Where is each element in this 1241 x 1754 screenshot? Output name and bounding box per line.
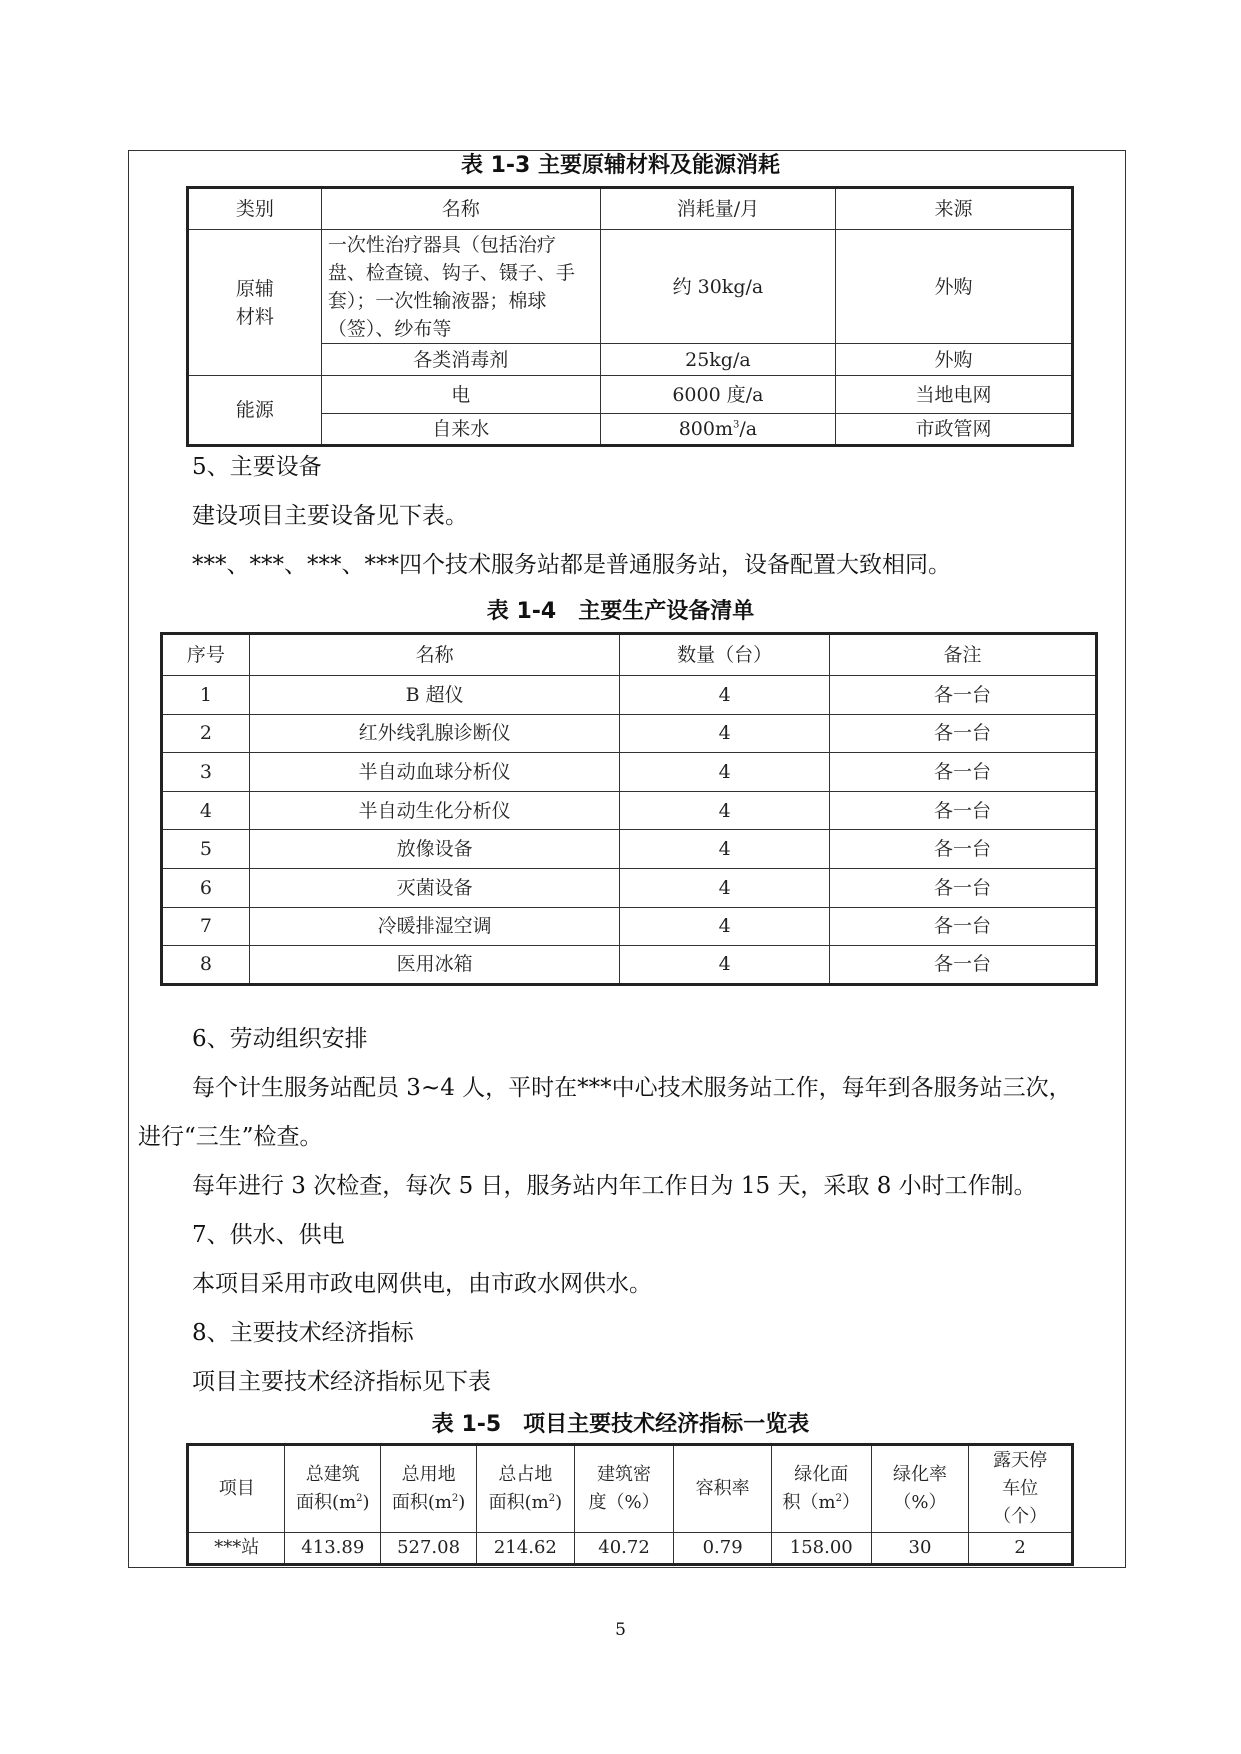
header-text: 面积(m — [488, 1492, 549, 1513]
unit-superscript: 2 — [451, 1493, 459, 1504]
header-cell: 消耗量/月 — [600, 188, 835, 230]
table-row — [162, 830, 1097, 869]
section-7-heading: 7、供水、供电 — [192, 1222, 345, 1248]
table-cell: ***站 — [188, 1533, 285, 1565]
amount-cell — [600, 414, 835, 446]
amount-cell: 25kg/a — [600, 344, 835, 376]
table-cell: 各一台 — [829, 753, 1096, 792]
table-row — [162, 791, 1097, 830]
category-cell: 能源 — [188, 376, 322, 446]
table-cell: 灭菌设备 — [249, 868, 620, 907]
header-text: 积（m — [782, 1492, 836, 1513]
section-6-text-1a: 每个计生服务站配员 3~4 人，平时在***中心技术服务站工作，每年到各服务站三次， — [192, 1075, 1072, 1101]
header-line: 车位 — [1002, 1478, 1039, 1499]
table-cell: 158.00 — [771, 1533, 871, 1565]
materials-energy-table — [186, 186, 1074, 447]
table-cell: 4 — [620, 907, 829, 946]
header-line: 建筑密 — [597, 1464, 652, 1485]
header-line: 绿化面 — [794, 1464, 849, 1485]
name-cell: 各类消毒剂 — [321, 344, 600, 376]
table-row — [188, 376, 1073, 414]
header-cell — [969, 1445, 1073, 1533]
header-line: （个） — [993, 1506, 1048, 1527]
table-cell: 各一台 — [829, 676, 1096, 715]
table-row — [162, 946, 1097, 985]
header-line — [387, 1489, 470, 1517]
table-cell: 2 — [162, 714, 250, 753]
section-5-text-2: ***、***、***、***四个技术服务站都是普通服务站，设备配置大致相同。 — [192, 552, 951, 578]
source-cell: 外购 — [836, 344, 1073, 376]
table-cell: 医用冰箱 — [249, 946, 620, 985]
table-cell: 40.72 — [574, 1533, 674, 1565]
header-line: 总用地 — [401, 1464, 456, 1485]
header-cell: 序号 — [162, 634, 250, 676]
table-cell: 4 — [620, 946, 829, 985]
table-cell: 30 — [871, 1533, 969, 1565]
section-6-heading: 6、劳动组织安排 — [192, 1026, 368, 1052]
table-row — [162, 753, 1097, 792]
table-cell: 半自动生化分析仪 — [249, 791, 620, 830]
table-cell: 各一台 — [829, 868, 1096, 907]
table-cell: 1 — [162, 676, 250, 715]
table-cell: 各一台 — [829, 946, 1096, 985]
header-cell — [574, 1445, 674, 1533]
table-cell: 各一台 — [829, 907, 1096, 946]
header-cell — [381, 1445, 477, 1533]
header-text: ) — [458, 1492, 466, 1513]
table-row — [162, 868, 1097, 907]
amount-tail: /a — [739, 418, 758, 440]
header-cell: 名称 — [249, 634, 620, 676]
unit-superscript: 2 — [835, 1493, 842, 1504]
name-cell: 一次性治疗器具（包括治疗盘、检查镜、钩子、镊子、手套）；一次性输液器；棉球（签）、纱布等 — [321, 230, 600, 344]
section-8-heading: 8、主要技术经济指标 — [192, 1320, 414, 1346]
page-number: 5 — [615, 1620, 626, 1640]
table-1-3-caption: 表 1-3 主要原辅材料及能源消耗 — [460, 153, 781, 178]
header-line — [483, 1489, 568, 1517]
amount-cell: 约 30kg/a — [600, 230, 835, 344]
table-1-4-caption: 表 1-4 主要生产设备清单 — [486, 599, 755, 624]
header-line — [778, 1489, 865, 1517]
name-cell: 自来水 — [321, 414, 600, 446]
header-cell: 容积率 — [674, 1445, 772, 1533]
header-line: 度（%） — [588, 1492, 660, 1513]
section-7-text: 本项目采用市政电网供电，由市政水网供水。 — [192, 1271, 652, 1297]
table-cell: 5 — [162, 830, 250, 869]
section-5-heading: 5、主要设备 — [192, 454, 322, 480]
table-row — [188, 230, 1073, 344]
header-line: （%） — [893, 1492, 947, 1513]
table-cell: 4 — [620, 676, 829, 715]
table-cell: 4 — [162, 791, 250, 830]
source-cell: 外购 — [836, 230, 1073, 344]
table-cell: 6 — [162, 868, 250, 907]
table-cell: 4 — [620, 714, 829, 753]
table-cell: 8 — [162, 946, 250, 985]
header-cell: 项目 — [188, 1445, 285, 1533]
table-header-row — [188, 188, 1073, 230]
table-1-5-caption: 表 1-5 项目主要技术经济指标一览表 — [431, 1412, 810, 1437]
table-row — [162, 714, 1097, 753]
section-6-text-1b: 进行“三生”检查。 — [138, 1124, 323, 1150]
header-cell — [476, 1445, 574, 1533]
section-5-text-1: 建设项目主要设备见下表。 — [192, 503, 468, 529]
table-row — [162, 907, 1097, 946]
table-cell: 7 — [162, 907, 250, 946]
table-cell: 冷暖排湿空调 — [249, 907, 620, 946]
header-cell: 备注 — [829, 634, 1096, 676]
unit-superscript: 2 — [356, 1493, 363, 1504]
header-text: 面积(m — [391, 1492, 452, 1513]
table-cell: 半自动血球分析仪 — [249, 753, 620, 792]
table-cell: 4 — [620, 868, 829, 907]
amount-cell: 6000 度/a — [600, 376, 835, 414]
header-text: ) — [362, 1492, 370, 1513]
header-line — [291, 1489, 374, 1517]
unit-superscript: 2 — [548, 1493, 556, 1504]
unit-superscript: 3 — [733, 419, 740, 431]
header-cell — [871, 1445, 969, 1533]
header-cell: 来源 — [836, 188, 1073, 230]
category-cell: 原辅材料 — [188, 230, 322, 376]
header-text: ) — [555, 1492, 563, 1513]
header-cell: 名称 — [321, 188, 600, 230]
table-cell: 413.89 — [285, 1533, 381, 1565]
table-cell: 各一台 — [829, 791, 1096, 830]
name-cell: 电 — [321, 376, 600, 414]
source-cell: 市政管网 — [836, 414, 1073, 446]
equipment-table — [160, 632, 1098, 986]
table-cell: 4 — [620, 791, 829, 830]
section-8-text: 项目主要技术经济指标见下表 — [192, 1369, 491, 1395]
header-line: 绿化率 — [892, 1464, 947, 1485]
table-cell: 4 — [620, 753, 829, 792]
header-cell — [285, 1445, 381, 1533]
table-cell: 红外线乳腺诊断仪 — [249, 714, 620, 753]
amount-main: 800m — [678, 418, 733, 440]
table-cell: 214.62 — [476, 1533, 574, 1565]
header-text: 面积(m — [296, 1492, 357, 1513]
table-cell: 各一台 — [829, 830, 1096, 869]
header-cell: 类别 — [188, 188, 322, 230]
header-line: 总建筑 — [305, 1464, 360, 1485]
table-cell: 放像设备 — [249, 830, 620, 869]
section-6-text-2: 每年进行 3 次检查，每次 5 日，服务站内年工作日为 15 天，采取 8 小时工作制。 — [192, 1173, 1037, 1199]
table-cell: 4 — [620, 830, 829, 869]
table-cell: 各一台 — [829, 714, 1096, 753]
table-cell: 3 — [162, 753, 250, 792]
table-row — [188, 1533, 1073, 1565]
header-line: 总占地 — [498, 1464, 553, 1485]
table-cell: 2 — [969, 1533, 1073, 1565]
header-line: 露天停 — [993, 1450, 1048, 1471]
table-cell: 0.79 — [674, 1533, 772, 1565]
table-header-row — [162, 634, 1097, 676]
header-text: ） — [842, 1492, 860, 1513]
table-cell: 527.08 — [381, 1533, 477, 1565]
table-row — [162, 676, 1097, 715]
header-cell — [771, 1445, 871, 1533]
source-cell: 当地电网 — [836, 376, 1073, 414]
table-header-row — [188, 1445, 1073, 1533]
header-cell: 数量（台） — [620, 634, 829, 676]
indicators-table — [186, 1443, 1074, 1566]
table-cell: B 超仪 — [249, 676, 620, 715]
